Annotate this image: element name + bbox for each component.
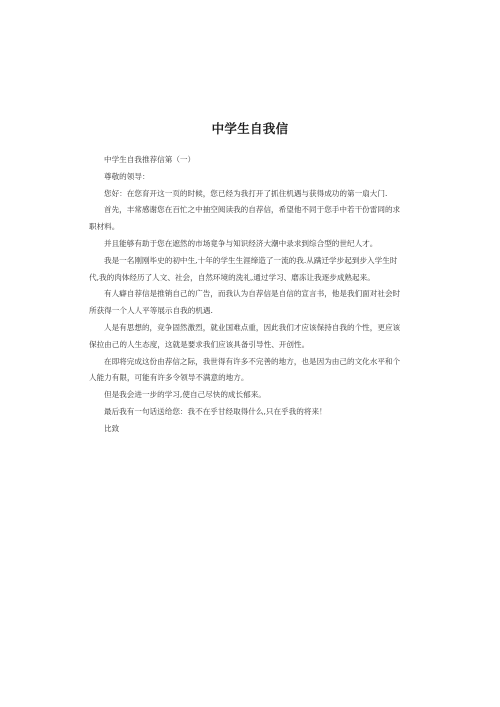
paragraph-shortcomings: 在即将完成这份由荐信之际，我世得有许多不完善的地方，也是因为由己的文化水平和个人能力有限，可能有许多令领导不满意的地方。 <box>89 356 401 383</box>
paragraph-thanks: 首先，丰常感谢您在百忙之中抽空阅读我的自荐信，希望他不同于您手中若干份雷同的求职材料。 <box>89 205 401 232</box>
paragraph-greeting: 您好：在您育开这一页的时候，您已经为我打开了抓住机遇与获得成功的第一扇大门. <box>104 188 388 198</box>
doc-subtitle: 中学生自我推荐信第（一） <box>104 155 196 164</box>
document-title: 中学生自我信 <box>211 121 289 136</box>
paragraph-introduction: 我是一名刚刚毕史的初中生,十年的学生生涯缔造了一流的我.从蹒迁学步起到步入学生时代,我的肉体经历了人文、社会，自然环境的洗礼,通过学习、磨冻让我逐步成熟起来。 <box>89 255 398 282</box>
document-body <box>89 152 407 438</box>
paragraph-hope: 并且能够有助于您在遮然的市场竟争与知识经济大潮中录求到综合型的世纪人才。 <box>104 238 378 248</box>
paragraph-growth: 但是我会进一步的学习,使自己尽快的成长郁来。 <box>104 390 266 400</box>
salutation: 尊敬的领导： <box>104 171 150 181</box>
paragraph-personality: 人是有思想的，竞争固然激烈，就业国难点重，因此我们才应该保持自我的个性，更应该保拉由己的人生态度，这就是要求我们应该具备引导性、开创性。 <box>89 322 401 349</box>
closing-salute: 比致 <box>104 423 120 433</box>
paragraph-self-recommendation-view: 有人癖自荐信是推销自己的广告，而我认为自荐信是自信的宣言书，他是我们面对社会时所获得一个人人平等展示自我的机遇. <box>89 289 401 316</box>
paragraph-closing-words: 最后我有一句话送给您：我不在乎甘经取得什么,只在乎我的将来！ <box>104 406 327 416</box>
